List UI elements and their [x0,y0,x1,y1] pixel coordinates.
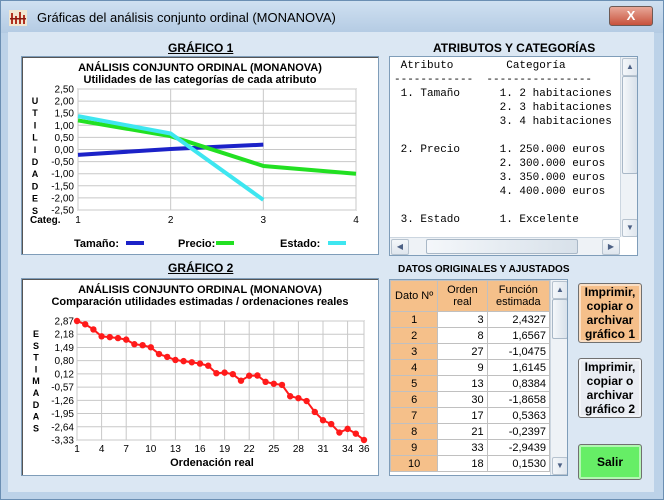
chart2-xtick: 28 [292,444,304,455]
table-row[interactable] [391,312,550,328]
datos-vscroll[interactable] [550,280,567,475]
cell-dato: 5 [391,376,438,392]
chart2-point [353,430,359,436]
atributo-line: 3. Estado 1. Excelente [394,214,579,226]
grafico1-heading: GRÁFICO 1 [168,41,234,55]
chart1-legend-label: Tamaño: [74,238,120,250]
scroll-right-icon[interactable]: ▶ [602,239,620,255]
atributos-vscroll[interactable] [620,57,637,237]
table-row[interactable] [391,456,550,472]
chart1-xtick: 1 [75,215,81,226]
table-row[interactable] [391,392,550,408]
chart2-point [262,379,268,385]
chart1-ytick: -1,50 [51,181,74,193]
cell-dato: 9 [391,440,438,456]
chart2-panel [21,278,379,476]
cell-orden: 9 [438,360,487,376]
chart1-ytick: -0,50 [51,157,74,169]
chart2-point [344,426,350,432]
atributo-line: 1. Tamaño 1. 2 habitaciones [394,88,612,100]
chart2-ytick: -1,26 [51,395,74,407]
atributo-line: 2. 3 habitaciones [394,102,612,114]
chart1-xtick: 2 [167,215,174,226]
chart2-xtick: 19 [219,444,231,455]
table-row[interactable] [391,328,550,344]
datos-heading: DATOS ORIGINALES Y AJUSTADOS [398,264,570,275]
cell-orden: 3 [438,312,487,328]
grafico2-heading: GRÁFICO 2 [168,261,234,275]
chart2-xtick: 13 [169,444,181,455]
chart2-point [156,351,162,357]
table-row[interactable] [391,376,550,392]
title-bar [1,1,663,33]
cell-dato: 1 [391,312,438,328]
cell-funcion: -1,0475 [487,344,549,360]
chart2-ytick: 0,80 [54,356,74,368]
chart2-point [361,437,367,443]
atributo-line: 2. 300.000 euros [394,158,606,170]
chart2-ytick: -3,33 [51,435,74,447]
chart1-ylabel-char: U [31,96,39,106]
chart2-point [164,354,170,360]
cell-orden: 8 [438,328,487,344]
atributos-heading: ATRIBUTOS Y CATEGORÍAS [433,41,596,55]
table-row[interactable] [391,440,550,456]
cell-funcion: -0,2397 [487,424,549,440]
chart2-ytick: -1,95 [51,409,74,421]
table-row[interactable] [391,424,550,440]
cell-dato: 10 [391,456,438,472]
table-row[interactable] [391,360,550,376]
scroll-up-icon[interactable]: ▲ [622,58,638,76]
scroll-thumb[interactable] [622,76,638,174]
chart2-ytick: 1,49 [54,342,74,354]
atributos-header: Atributo Categoría [394,60,566,72]
cell-orden: 27 [438,344,487,360]
atributo-line: 2. Precio 1. 250.000 euros [394,144,606,156]
chart2-point [180,358,186,364]
chart2-xtick: 1 [74,444,80,455]
chart2-point [328,421,334,427]
chart2-ylabel-char: S [32,340,40,351]
chart2-point [254,372,260,378]
cell-dato: 4 [391,360,438,376]
cell-orden: 13 [438,376,487,392]
chart1-ylabel-char: T [32,108,38,119]
chart2-point [238,377,244,383]
chart1-title: ANÁLISIS CONJUNTO ORDINAL (MONANOVA) [78,62,322,74]
print-chart2-button[interactable]: Imprimir, copiar o archivar gráfico 2 [578,358,642,418]
cell-funcion: -2,9439 [487,440,549,456]
chart2-ylabel-char: D [32,399,40,410]
chart2 [22,279,378,475]
chart2-point [230,371,236,377]
datos-table [390,280,550,472]
table-scroll-thumb[interactable] [552,299,568,339]
chart1-legend-label: Estado: [280,238,321,250]
chart1-ytick: -1,00 [51,169,74,181]
chart2-point [74,318,80,324]
chart1-ylabel-char: D [31,157,39,167]
chart2-point [271,381,277,387]
chart2-point [123,336,129,342]
chart2-ylabel-char: S [32,423,40,434]
chart1-ylabel-char: I [33,144,37,155]
cell-funcion: 0,1530 [487,456,549,472]
chart2-point [189,359,195,365]
cell-dato: 3 [391,344,438,360]
cell-funcion: 1,6145 [487,360,549,376]
chart2-point [197,360,203,366]
chart2-point [320,417,326,423]
chart2-point [98,333,104,339]
chart1-ylabel-char: I [33,120,37,131]
chart1-ytick: 2,50 [54,84,74,96]
chart2-point [303,398,309,404]
atributos-hscroll[interactable] [390,237,620,255]
chart2-xtick: 22 [243,444,255,455]
table-scroll-up-icon[interactable]: ▲ [552,281,568,299]
cell-funcion: 1,6567 [487,328,549,344]
chart2-xlabel: Ordenación real [170,457,254,469]
chart2-point [205,363,211,369]
chart2-point [139,342,145,348]
chart2-ylabel-char: I [34,364,38,375]
atributos-separator: ------------ ---------------- [394,74,593,86]
chart1-ytick: 1,50 [54,108,74,120]
chart2-xtick: 36 [358,444,370,455]
chart1-legend-label: Precio: [178,238,216,250]
chart2-ytick: 2,87 [54,316,74,328]
atributos-lines [394,88,612,226]
cell-funcion: 2,4327 [487,312,549,328]
cell-dato: 7 [391,408,438,424]
chart2-ytick: 0,12 [54,369,74,381]
cell-funcion: -1,8658 [487,392,549,408]
chart2-point [287,393,293,399]
table-row[interactable] [391,408,550,424]
exit-button[interactable]: Salir [578,444,642,480]
chart1-ytick: -2,00 [51,193,74,205]
chart2-point [131,341,137,347]
close-button[interactable]: X [609,6,653,26]
print-chart1-button[interactable]: Imprimir, copiar o archivar gráfico 1 [578,283,642,343]
chart2-point [115,335,121,341]
window-title: Gráficas del análisis conjunto ordinal (MONANOVA) [37,10,336,25]
scroll-down-icon[interactable]: ▼ [622,219,638,237]
chart2-point [107,334,113,340]
chart2-xtick: 34 [342,444,354,455]
atributos-text [394,59,612,227]
cell-dato: 2 [391,328,438,344]
chart1-ytick: 0,50 [54,132,74,144]
hscroll-thumb[interactable] [426,239,578,254]
chart1-subtitle: Utilidades de las categorías de cada atributo [83,74,317,86]
chart1-ytick: 0,00 [54,145,74,156]
chart2-title: ANÁLISIS CONJUNTO ORDINAL (MONANOVA) [78,284,322,296]
chart1-ylabel-char: L [32,132,38,143]
cell-orden: 30 [438,392,487,408]
chart1-ytick: 2,00 [54,96,74,108]
cell-funcion: 0,5363 [487,408,549,424]
atributo-line: 3. 4 habitaciones [394,116,612,128]
chart2-ylabel-char: A [32,388,40,398]
chart2-point [213,370,219,376]
chart2-subtitle: Comparación utilidades estimadas / ordenaciones reales [51,296,349,308]
table-row[interactable] [391,344,550,360]
cell-orden: 21 [438,424,487,440]
chart1-xtick: 3 [260,215,267,226]
chart2-xtick: 31 [317,444,329,455]
chart2-point [221,369,227,375]
chart2-ylabel-char: M [32,376,40,387]
chart2-xtick: 10 [145,444,157,455]
chart2-point [295,395,301,401]
chart2-ylabel-char: T [33,352,39,363]
chart2-point [246,373,252,379]
chart2-ylabel-char: E [32,329,40,339]
chart2-point [82,321,88,327]
cell-funcion: 0,8384 [487,376,549,392]
atributo-line: 3. 350.000 euros [394,172,606,184]
chart1-ylabel-char: A [31,169,39,180]
cell-orden: 18 [438,456,487,472]
cell-orden: 17 [438,408,487,424]
chart2-point [148,344,154,350]
chart2-xtick: 16 [194,444,206,455]
chart1-ytick: 1,00 [54,120,74,132]
cell-orden: 33 [438,440,487,456]
app-chart-icon [9,10,27,26]
scroll-left-icon[interactable]: ◀ [391,239,409,255]
chart1-xlabel: Categ. [30,215,61,226]
chart1-panel [21,56,379,255]
chart2-ylabel-char: A [32,411,40,422]
col-header-dato: Dato Nº [391,281,438,312]
datos-table-box[interactable] [389,279,568,476]
chart1-ylabel-char: D [31,181,39,192]
chart2-point [172,357,178,363]
chart2-xtick: 7 [123,444,129,455]
chart2-point [312,409,318,415]
atributo-line: 4. 400.000 euros [394,186,606,198]
chart1-xtick: 4 [353,215,359,226]
atributos-listbox[interactable] [389,56,638,256]
chart1-ylabel-char: S [31,205,39,216]
chart2-point [90,326,96,332]
chart2-point [336,429,342,435]
chart1-ytick: -2,50 [51,205,74,217]
cell-dato: 6 [391,392,438,408]
chart2-ytick: 2,18 [54,329,74,341]
cell-dato: 8 [391,424,438,440]
chart2-ytick: -0,57 [51,382,74,394]
chart2-xtick: 4 [98,444,105,455]
chart2-xtick: 25 [268,444,280,455]
chart1-ylabel-char: E [31,193,39,204]
chart1 [22,57,378,254]
col-header-funcion: Función estimada [487,281,549,312]
table-scroll-down-icon[interactable]: ▼ [552,457,568,475]
col-header-orden: Orden real [438,281,487,312]
chart2-point [279,382,285,388]
chart2-ytick: -2,64 [51,422,74,434]
